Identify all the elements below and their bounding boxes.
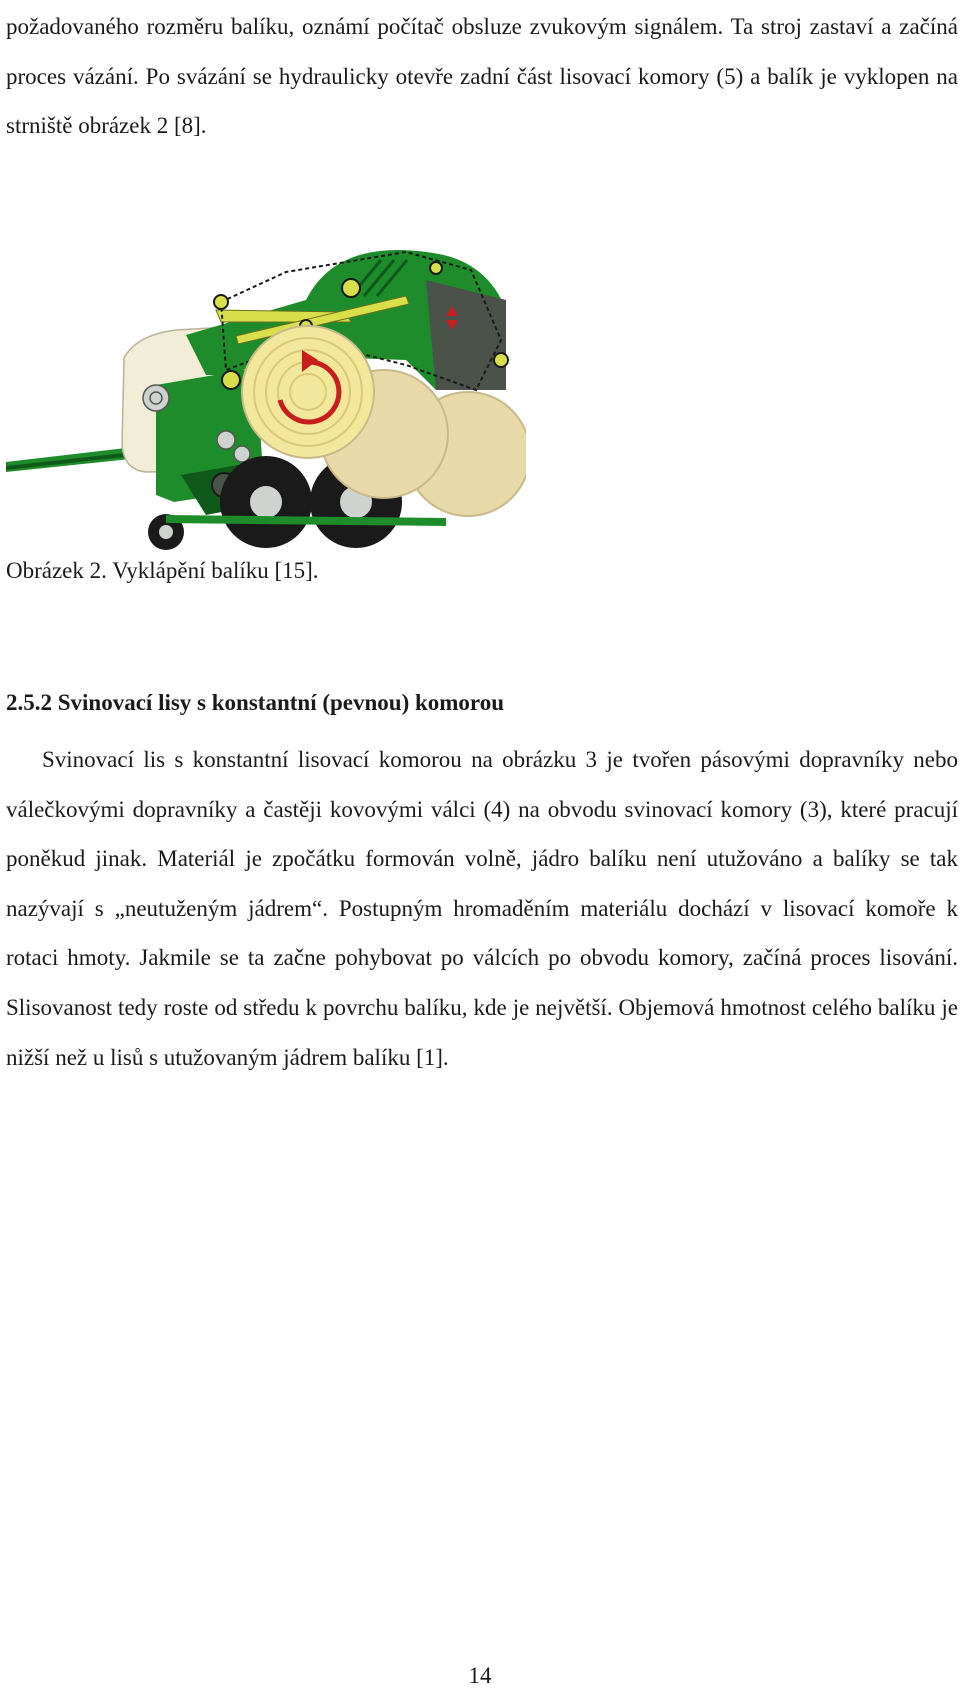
figure-caption: Obrázek 2. Vyklápění balíku [15]. — [6, 558, 319, 583]
page-number: 14 — [468, 1663, 492, 1688]
section-heading: 2.5.2 Svinovací lisy s konstantní (pevnou) komorou — [6, 690, 505, 715]
intro-paragraph: požadovaného rozměru balíku, oznámí počítač obsluze zvukovým signálem. Ta stroj zastaví a začíná proces vázání. Po svázání se hydraulicky otevře zadní část lisovací komory (5) a balík je vyklopen na strniště obrázek 2 [8]. — [6, 14, 958, 139]
roller — [214, 295, 228, 309]
section-body: Svinovací lis s konstantní lisovací komorou na obrázku 3 je tvořen pásovými dopravníky nebo válečkovými dopravníky a častěji kovovými válci (4) na obvodu svinovací komory (3), které pracují poněkud jinak. Materiál je zpočátku formován volně, jádro balíku není utužováno a balíky se tak nazývají s „neutuženým jádrem“. Postupným hromaděním materiálu dochází v lisovací komoře k rotaci hmoty. Jakmile se ta začne pohybovat po válcích po obvodu komory, začíná proces lisování. Slisovanost tedy roste od středu k povrchu balíku, kde je největší. Objemová hmotnost celého balíku je nižší než u lisů s utužovaným jádrem balíku [1]. — [6, 747, 958, 1070]
bale-in-chamber — [242, 326, 374, 458]
baler-illustration — [6, 240, 526, 566]
